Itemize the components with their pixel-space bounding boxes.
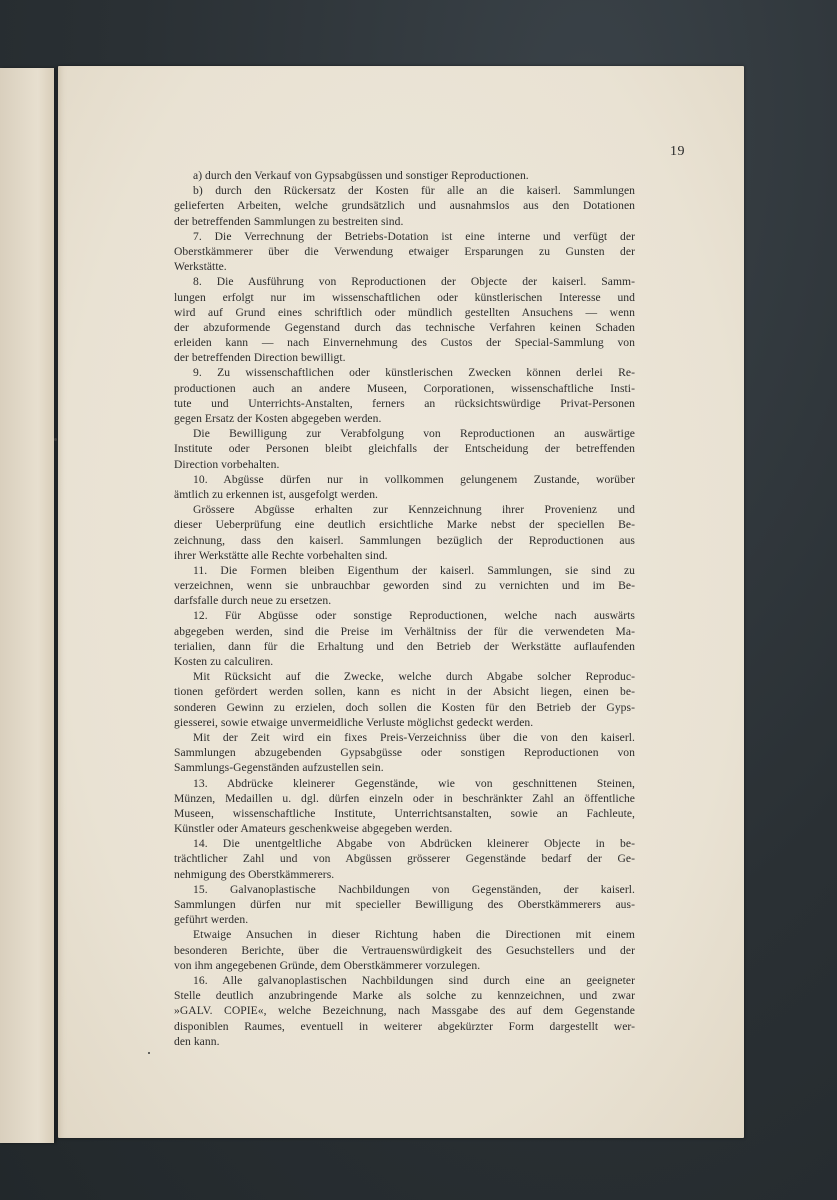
- text-line: Sammlungen dürfen nur mit specieller Bewilligung des Oberstkämmerers aus-: [174, 898, 635, 911]
- text-line: Kosten zu calculiren.: [174, 655, 274, 668]
- text-line: Institute oder Personen bleibt gleichfalls der Entscheidung der betreffenden: [174, 442, 635, 456]
- text-line: Mit Rücksicht auf die Zwecke, welche durch Abgabe solcher Reproduc-: [193, 670, 635, 684]
- text-line: 11. Die Formen bleiben Eigenthum der kaiserl. Sammlungen, sie sind zu: [193, 563, 635, 577]
- text-line: giesserei, sowie etwaige unvermeidliche Verluste möglichst gedeckt werden.: [174, 715, 534, 729]
- text-line: wird auf Grund eines schriftlich oder mündlich gestellten Ansuchens — wenn: [174, 305, 635, 319]
- text-line: »GALV. COPIE«, welche Bezeichnung, nach Massgabe des auf dem Gegenstande: [174, 1004, 635, 1018]
- text-line: Stelle deutlich anzubringende Marke als solche zu kennzeichnen, und zwar: [174, 989, 635, 1003]
- body-text: [174, 168, 635, 1049]
- text-line: Etwaige Ansuchen in dieser Richtung haben die Directionen mit einem: [193, 928, 635, 942]
- text-line: erleiden kann — nach Einvernehmung des Custos der Special-Sammlung von: [174, 336, 635, 350]
- paper-speck: [148, 1052, 150, 1054]
- text-line: der betreffenden Direction bewilligt.: [174, 351, 346, 365]
- text-line: a) durch den Verkauf von Gypsabgüssen und sonstiger Reproductionen.: [193, 169, 529, 182]
- text-line: gegen Ersatz der Kosten abgegeben werden.: [174, 412, 382, 425]
- text-line: Die Bewilligung zur Verabfolgung von Reproductionen an auswärtige: [193, 427, 635, 441]
- text-line: productionen auch an andere Museen, Corporationen, wissenschaftliche Insti-: [174, 381, 635, 395]
- text-line: Oberstkämmerer über die Verwendung etwaiger Ersparungen zu Gunsten der: [174, 244, 635, 258]
- text-line: geführt werden.: [174, 913, 249, 927]
- text-line: 7. Die Verrechnung der Betriebs-Dotation ist eine interne und verfügt der: [193, 229, 635, 243]
- text-line: tute und Unterrichts-Anstalten, ferners an rücksichtswürdige Privat-Personen: [174, 396, 635, 410]
- text-line: lungen erfolgt nur im wissenschaftlichen oder künstlerischen Interesse und: [174, 290, 635, 304]
- text-line: 8. Die Ausführung von Reproductionen der Objecte der kaiserl. Samm-: [193, 275, 635, 289]
- text-line: 13. Abdrücke kleinerer Gegenstände, wie von geschnittenen Steinen,: [193, 776, 635, 790]
- text-line: Grössere Abgüsse erhalten zur Kennzeichnung ihrer Provenienz und: [193, 503, 635, 517]
- text-line: zeichnung, dass den kaiserl. Sammlungen bezüglich der Reproductionen aus: [174, 533, 635, 547]
- text-line: besonderen Berichte, über die Vertrauenswürdigkeit des Gesuchstellers und der: [174, 943, 635, 957]
- text-line: Museen, wissenschaftliche Institute, Unterrichtsanstalten, sowie an Fachleute,: [174, 806, 635, 820]
- text-line: trächtlicher Zahl und von Abgüssen grösserer Gegenstände bedarf der Ge-: [174, 852, 635, 866]
- text-line: terialien, dann für die Erhaltung und den Betrieb der Werkstätte auflaufenden: [174, 639, 635, 653]
- text-line: Sammlungen abzugebenden Gypsabgüsse oder sonstigen Reproductionen von: [174, 746, 635, 760]
- text-line: 10. Abgüsse dürfen nur in vollkommen gelungenem Zustande, worüber: [193, 472, 635, 486]
- text-line: 12. Für Abgüsse oder sonstige Reproductionen, welche nach auswärts: [193, 609, 635, 623]
- text-line: Werkstätte.: [174, 260, 227, 274]
- text-line: ihrer Werkstätte alle Rechte vorbehalten sind.: [174, 548, 388, 562]
- text-line: nehmigung des Oberstkämmerers.: [174, 867, 335, 881]
- text-line: sonderen Gewinn zu erzielen, doch sollen die Kosten für den Betrieb der Gyps-: [174, 700, 635, 714]
- text-line: den kann.: [174, 1034, 220, 1048]
- text-line: der betreffenden Sammlungen zu bestreiten sind.: [174, 214, 404, 228]
- text-line: Direction vorbehalten.: [174, 457, 280, 471]
- page-number: 19: [670, 144, 685, 159]
- text-line: Künstler oder Amateurs geschenkweise abgegeben werden.: [174, 822, 453, 836]
- paper-speck: [54, 438, 57, 441]
- text-line: 9. Zu wissenschaftlichen oder künstlerischen Zwecken können derlei Re-: [193, 366, 635, 380]
- text-line: abgegeben werden, sind die Preise im Verhältniss der für die verwendeten Ma-: [174, 624, 635, 638]
- text-line: Sammlungs-Gegenständen aufzustellen sein.: [174, 761, 384, 775]
- text-line: disponiblen Raumes, eventuell in weiterer abgekürzter Form dargestellt wer-: [174, 1019, 635, 1033]
- facing-page-edge: [0, 68, 54, 1143]
- text-line: ämtlich zu erkennen ist, ausgefolgt werden.: [174, 487, 379, 501]
- text-line: 15. Galvanoplastische Nachbildungen von Gegenständen, der kaiserl.: [193, 882, 635, 896]
- text-line: Mit der Zeit wird ein fixes Preis-Verzeichniss über die von den kaiserl.: [193, 730, 635, 744]
- text-line: Münzen, Medaillen u. dgl. dürfen einzeln oder in beschränkter Zahl an öffentliche: [174, 791, 635, 805]
- text-line: dieser Ueberprüfung eine deutlich ersichtliche Marke nebst der speciellen Be-: [174, 518, 635, 532]
- text-line: tionen gefördert werden sollen, kann es nicht in der Absicht liegen, einen be-: [174, 685, 635, 699]
- text-line: gelieferten Arbeiten, welche grundsätzlich und ausnahmslos aus den Dotationen: [174, 199, 635, 213]
- text-line: 14. Die unentgeltliche Abgabe von Abdrücken kleinerer Objecte in be-: [193, 837, 635, 851]
- text-line: darfsfalle durch neue zu ersetzen.: [174, 594, 332, 608]
- text-line: b) durch den Rückersatz der Kosten für alle an die kaiserl. Sammlungen: [193, 184, 635, 198]
- text-line: von ihm angegebenen Gründe, dem Oberstkämmerer vorzulegen.: [174, 958, 481, 972]
- text-line: der abzuformende Gegenstand durch das technische Verfahren keinen Schaden: [174, 320, 635, 334]
- text-line: 16. Alle galvanoplastischen Nachbildungen sind durch eine an geeigneter: [193, 973, 635, 987]
- text-line: verzeichnen, wenn sie unbrauchbar geworden sind zu vernichten und im Be-: [174, 579, 635, 593]
